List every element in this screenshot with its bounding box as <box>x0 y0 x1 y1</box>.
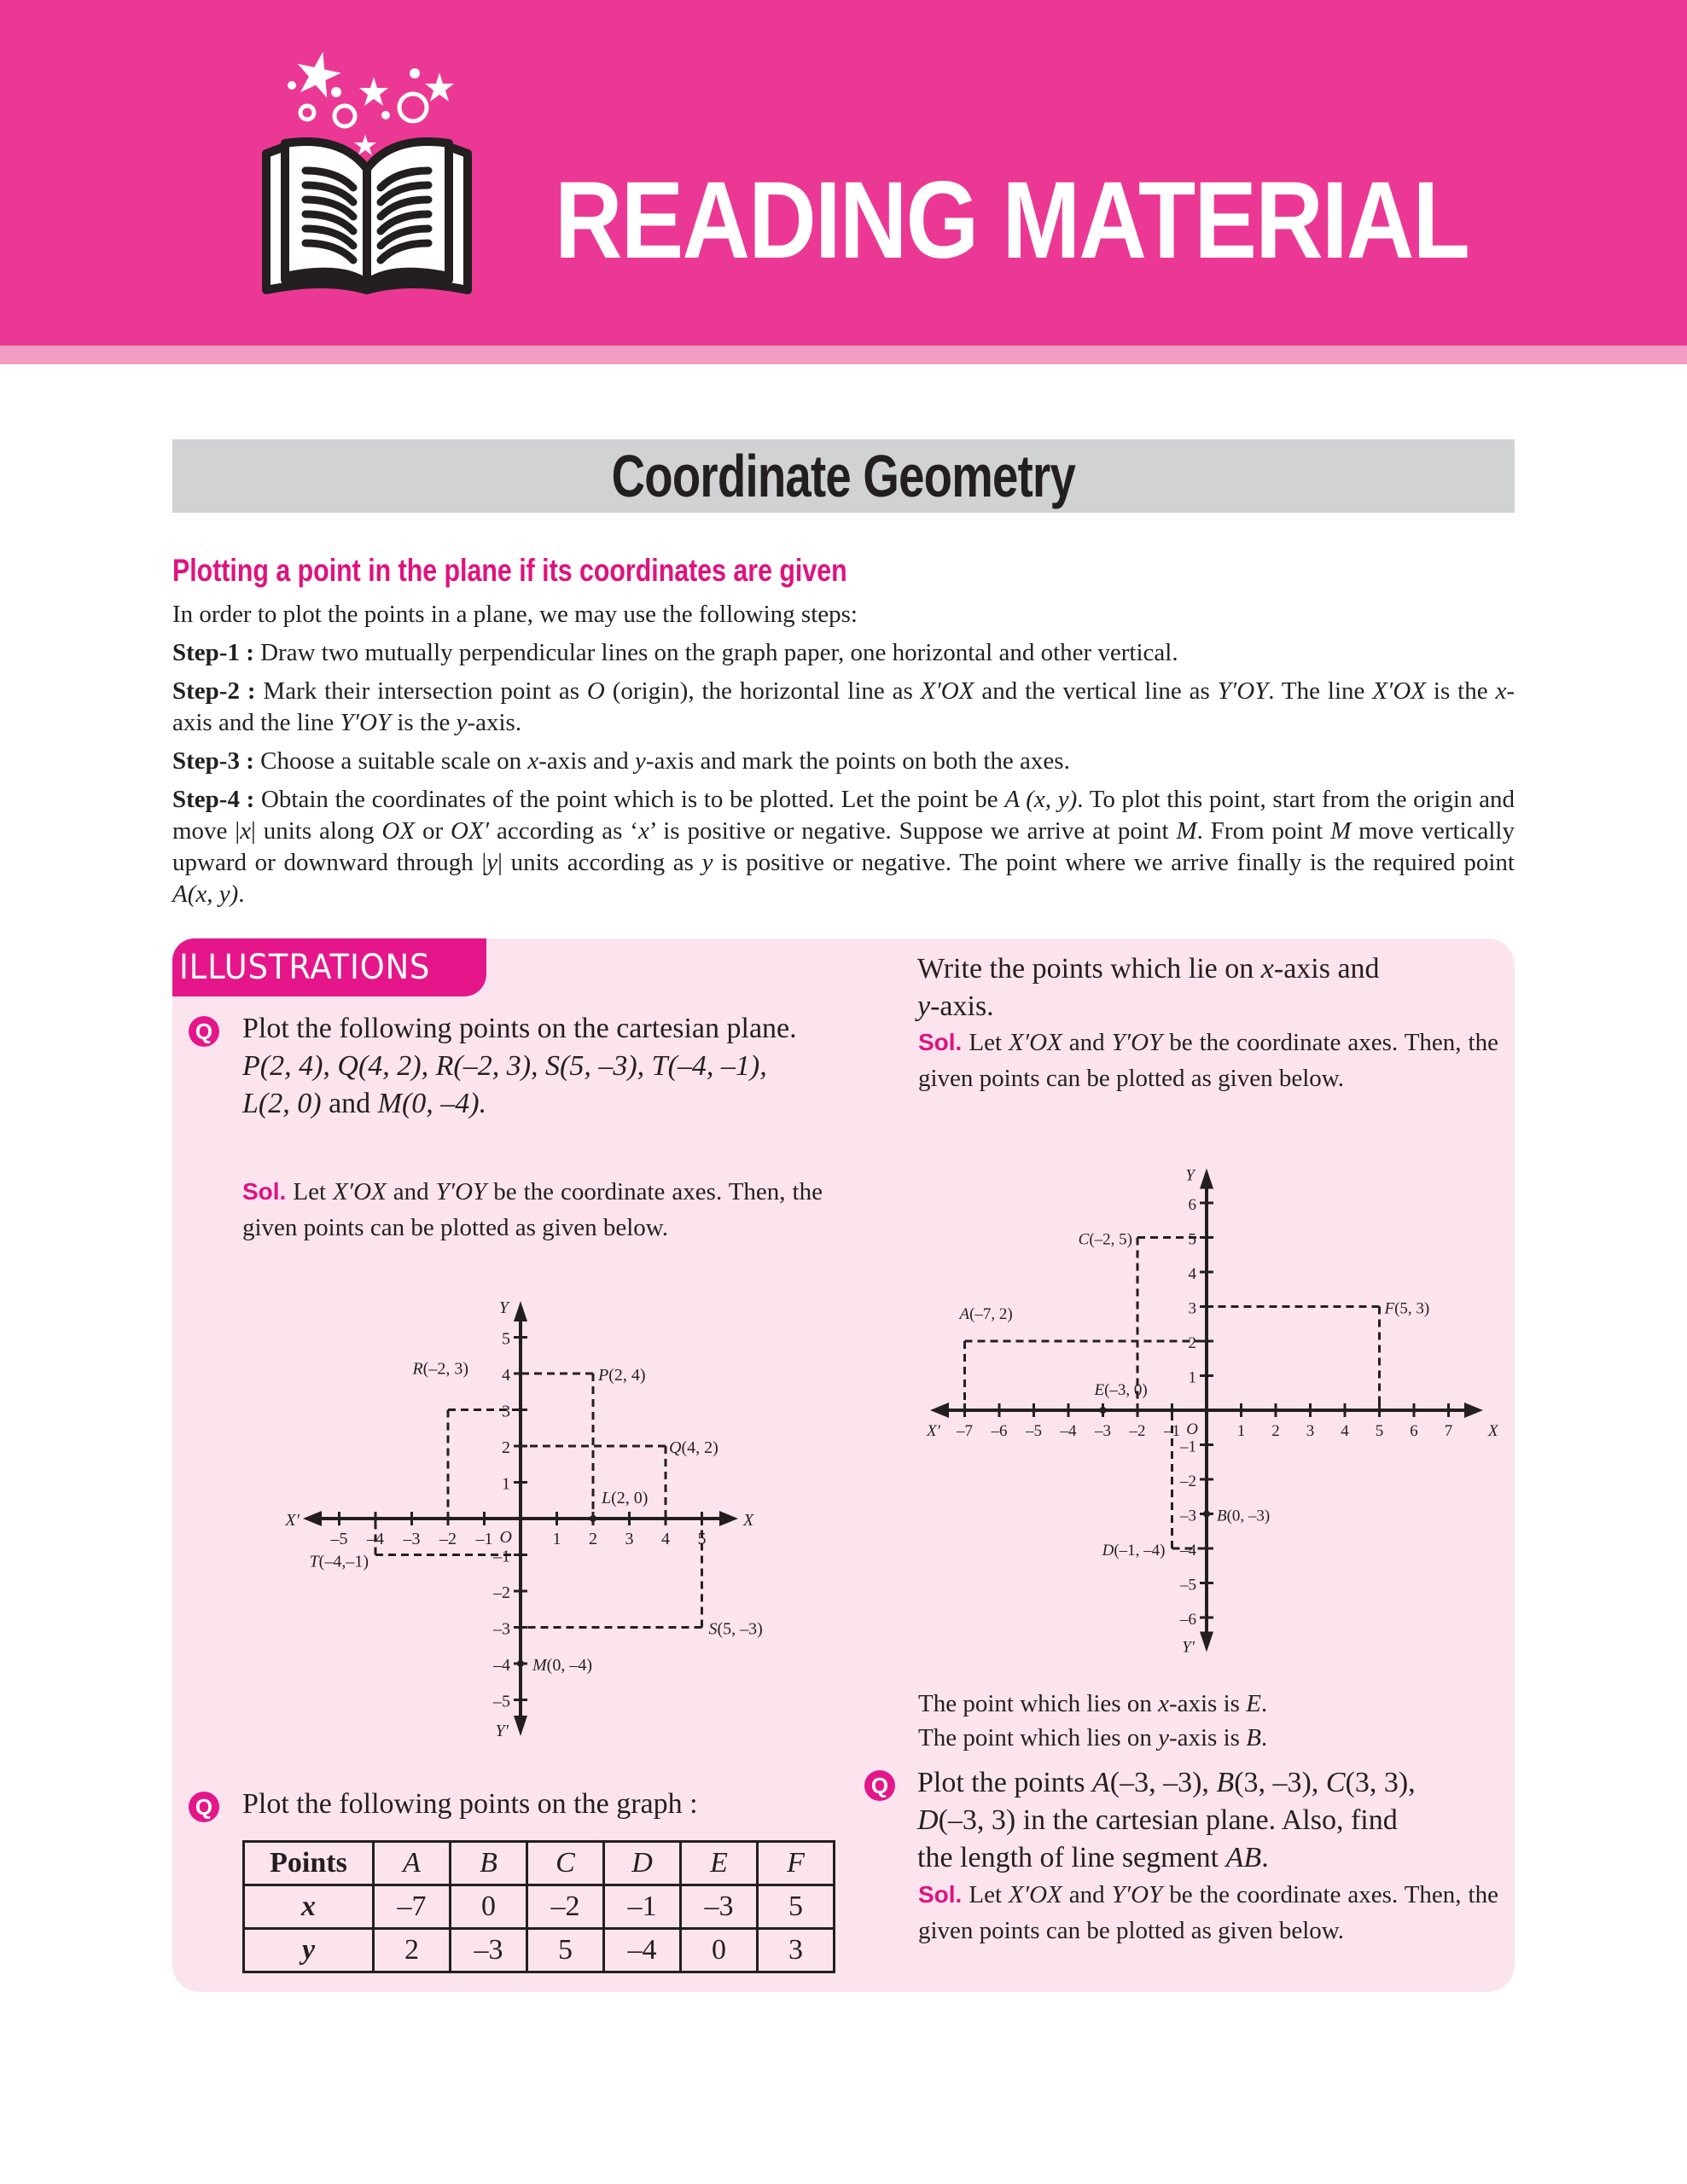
svg-text:X′: X′ <box>927 1422 940 1440</box>
svg-text:–2: –2 <box>493 1583 510 1602</box>
q1-text: Plot the following points on the cartesian plane. P(2, 4), Q(4, 2), R(–2, 3), S(5, –3), T(–4, –1), L(2, 0) and M(0, –4). <box>242 1010 823 1123</box>
svg-text:C(–2, 5): C(–2, 5) <box>1078 1230 1132 1249</box>
question-icon: Q <box>189 1016 219 1047</box>
header-title: READING MATERIAL <box>555 160 1469 282</box>
svg-text:F(5, 3): F(5, 3) <box>1384 1299 1430 1318</box>
illustrations-tag: ILLUSTRATIONS <box>172 938 486 996</box>
svg-text:1: 1 <box>1236 1422 1246 1440</box>
svg-text:6: 6 <box>1188 1196 1196 1214</box>
svg-text:–7: –7 <box>957 1422 973 1440</box>
header-stripe <box>0 346 1687 364</box>
svg-text:–5: –5 <box>1026 1422 1042 1440</box>
svg-text:O: O <box>499 1528 512 1547</box>
svg-text:X: X <box>743 1511 754 1530</box>
svg-text:P(2, 4): P(2, 4) <box>598 1366 646 1385</box>
q1-points-2: L(2, 0) and M(0, –4). <box>242 1088 487 1119</box>
table-row: y 2 –3 5 –4 0 3 <box>244 1929 835 1972</box>
svg-text:1: 1 <box>1188 1368 1196 1387</box>
q3-solution: Sol. Let X′OX and Y′OY be the coordinate axes. Then, the given points can be plotted as given below. <box>918 1881 1498 1944</box>
svg-text:3: 3 <box>1188 1299 1196 1318</box>
coordinate-graph-1 <box>256 1280 836 1757</box>
svg-text:–1: –1 <box>493 1547 510 1566</box>
svg-text:4: 4 <box>1341 1422 1349 1440</box>
svg-text:5: 5 <box>697 1530 707 1548</box>
svg-text:1: 1 <box>502 1474 510 1494</box>
svg-text:–4: –4 <box>493 1656 510 1675</box>
svg-text:7: 7 <box>1444 1422 1453 1440</box>
svg-text:–4: –4 <box>367 1530 384 1548</box>
step-4: Step-4 : Obtain the coordinates of the point which is to be plotted. Let the point be A (x, y). To plot this point, start from the origin and move |x| units along OX or OX′ according as ‘x’ is positive or negative. Suppose we arrive at point M. From point M move vertically upward or downward through |y| units according as y is positive or negative. The point where we arrive finally is the required point A(x, y). <box>172 786 1515 908</box>
svg-text:–5: –5 <box>1180 1576 1196 1594</box>
intro-steps <box>172 599 1515 910</box>
section-heading: Plotting a point in the plane if its coordinates are given <box>172 553 847 588</box>
svg-text:–1: –1 <box>1164 1422 1180 1440</box>
svg-text:–2: –2 <box>1180 1472 1196 1490</box>
q2-solution: Sol. Let X′OX and Y′OY be the coordinate axes. Then, the given points can be plotted as given below. <box>918 1029 1498 1092</box>
svg-text:Q(4, 2): Q(4, 2) <box>669 1438 718 1457</box>
answer-y-axis: The point which lies on y-axis is B. <box>918 1724 1268 1751</box>
svg-text:3: 3 <box>502 1402 510 1421</box>
page-title-bar <box>172 439 1515 513</box>
svg-text:–3: –3 <box>1180 1507 1196 1525</box>
answer-x-axis: The point which lies on x-axis is E. <box>918 1690 1268 1717</box>
svg-text:3: 3 <box>1306 1422 1315 1440</box>
svg-text:1: 1 <box>552 1530 561 1548</box>
svg-text:–1: –1 <box>1180 1438 1196 1456</box>
svg-text:4: 4 <box>502 1366 510 1385</box>
step-3: Step-3 : Choose a suitable scale on x-axis and y-axis and mark the points on both the axes. <box>172 747 1070 775</box>
q3-text: Plot the points A(–3, –3), B(3, –3), C(3, 3), D(–3, 3) in the cartesian plane. Also, find the length of line segment AB. <box>917 1767 1416 1873</box>
svg-text:–2: –2 <box>439 1530 457 1548</box>
svg-text:O: O <box>1186 1420 1198 1438</box>
svg-text:E(–3, 0): E(–3, 0) <box>1094 1381 1148 1399</box>
svg-text:–4: –4 <box>1180 1542 1196 1560</box>
svg-text:3: 3 <box>625 1530 634 1548</box>
svg-text:R(–2, 3): R(–2, 3) <box>412 1359 468 1379</box>
svg-text:B(0, –3): B(0, –3) <box>1217 1507 1271 1525</box>
svg-text:–4: –4 <box>1060 1422 1077 1440</box>
q1-points: P(2, 4), Q(4, 2), R(–2, 3), S(5, –3), T(–4, –1), <box>242 1050 767 1082</box>
q2-continuation: Write the points which lie on x-axis and y-axis. <box>917 953 1380 1022</box>
svg-text:2: 2 <box>1188 1334 1196 1352</box>
svg-text:Y: Y <box>1185 1166 1195 1185</box>
svg-text:L(2, 0): L(2, 0) <box>602 1489 649 1507</box>
svg-text:6: 6 <box>1410 1422 1418 1440</box>
question-icon: Q <box>189 1792 219 1822</box>
open-book-with-stars-icon <box>247 34 486 299</box>
svg-text:A(–7, 2): A(–7, 2) <box>959 1305 1013 1323</box>
svg-text:X: X <box>1488 1422 1498 1440</box>
question-icon: Q <box>864 1770 895 1801</box>
svg-text:S(5, –3): S(5, –3) <box>708 1619 763 1639</box>
svg-text:5: 5 <box>502 1329 510 1349</box>
table-row: x –7 0 –2 –1 –3 5 <box>244 1885 835 1929</box>
q2-text: Plot the following points on the graph : <box>242 1788 698 1820</box>
svg-text:–5: –5 <box>330 1530 348 1548</box>
svg-text:2: 2 <box>502 1438 510 1457</box>
step-1: Step-1 : Draw two mutually perpendicular lines on the graph paper, one horizontal and other vertical. <box>172 639 1178 666</box>
svg-text:4: 4 <box>1188 1265 1196 1283</box>
svg-text:5: 5 <box>1375 1422 1384 1440</box>
step-2: Step-2 : Mark their intersection point as O (origin), the horizontal line as X′OX and the vertical line as Y′OY. The line X′OX is the x-axis and the line Y′OY is the y-axis. <box>172 677 1515 736</box>
svg-text:–3: –3 <box>403 1530 421 1548</box>
points-table <box>242 1840 835 1973</box>
svg-text:–6: –6 <box>991 1422 1008 1440</box>
svg-text:T(–4,–1): T(–4,–1) <box>309 1552 369 1571</box>
svg-text:–3: –3 <box>493 1619 510 1639</box>
coordinate-graph-2 <box>905 1143 1519 1672</box>
intro-text: In order to plot the points in a plane, we may use the following steps: <box>172 601 858 628</box>
svg-text:4: 4 <box>661 1530 670 1548</box>
svg-text:M(0, –4): M(0, –4) <box>532 1656 592 1675</box>
svg-text:–6: –6 <box>1180 1611 1196 1629</box>
svg-text:2: 2 <box>1271 1422 1280 1440</box>
page-title: Coordinate Geometry <box>611 443 1076 509</box>
svg-text:Y: Y <box>498 1298 509 1317</box>
svg-text:2: 2 <box>589 1530 597 1548</box>
svg-text:Y′: Y′ <box>1182 1638 1195 1657</box>
svg-text:–3: –3 <box>1095 1422 1111 1440</box>
svg-text:–1: –1 <box>475 1530 493 1548</box>
table-header-row: Points A B C D E F <box>244 1842 835 1885</box>
svg-text:5: 5 <box>1188 1230 1196 1249</box>
svg-text:X′: X′ <box>285 1511 300 1530</box>
q1-solution: Sol. Let X′OX and Y′OY be the coordinate axes. Then, the given points can be plotted as given below. <box>242 1178 823 1241</box>
svg-text:–5: –5 <box>493 1692 510 1711</box>
svg-text:D(–1, –4): D(–1, –4) <box>1102 1542 1166 1560</box>
svg-text:–2: –2 <box>1129 1422 1146 1440</box>
svg-text:Y′: Y′ <box>495 1722 509 1740</box>
